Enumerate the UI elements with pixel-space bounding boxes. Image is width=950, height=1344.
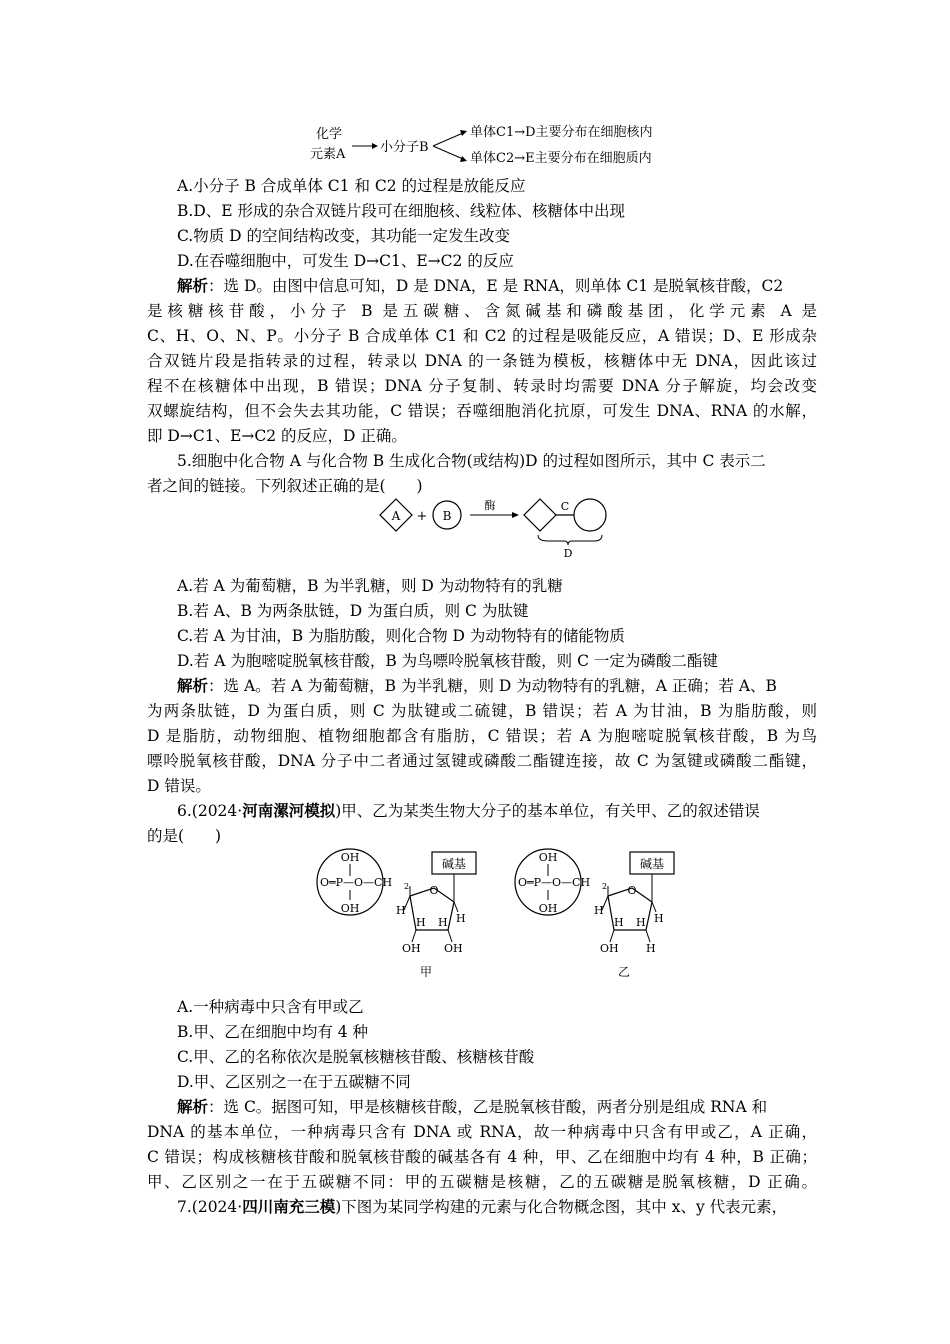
q6-option-d: D.甲、乙区别之一在于五碳糖不同 (177, 1073, 411, 1091)
svg-text:O═P—O—CH: O═P—O—CH (320, 876, 393, 889)
q5-option-d: D.若 A 为胞嘧啶脱氧核苷酸，B 为鸟嘌呤脱氧核苷酸，则 C 一定为磷酸二酯键 (177, 652, 718, 670)
svg-text:H: H (396, 904, 406, 917)
q6-option-b: B.甲、乙在细胞中均有 4 种 (177, 1023, 369, 1041)
svg-text:碱基: 碱基 (639, 857, 665, 871)
fig1-mid-label: 小分子B (380, 140, 429, 155)
q5-analysis-line-3: D 是脂肪，动物细胞、植物细胞都含有脂肪，C 错误；若 A 为胞嘧啶脱氧核苷酸，B 为鸟 (147, 727, 817, 745)
svg-text:OH: OH (402, 942, 421, 955)
q6-analysis-line-1: 解析：选 C。据图可知，甲是核糖核苷酸，乙是脱氧核苷酸，两者分别是组成 RNA 和 (177, 1097, 768, 1116)
q4-option-d: D.在吞噬细胞中，可发生 D→C1、E→C2 的反应 (177, 252, 514, 270)
q6-stem-line-2: 的是( ) (147, 827, 222, 845)
q6-stem-line-1: 6.(2024·河南漯河模拟)甲、乙为某类生物大分子的基本单位，有关甲、乙的叙述错误 (177, 801, 760, 820)
figure-nucleotides (308, 846, 688, 986)
svg-text:O═P—O—CH: O═P—O—CH (518, 876, 591, 889)
fig1-left-label-1: 化学 (316, 127, 343, 142)
q4-analysis-line-3: C、H、O、N、P。小分子 B 合成单体 C1 和 C2 的过程是吸能反应，A 错误；D、E 形成杂 (147, 327, 817, 345)
q6-analysis-label: 解析 (177, 1097, 209, 1116)
q6-analysis-line-3: C 错误；构成核糖核苷酸和脱氧核苷酸的碱基各有 4 种，甲、乙在细胞中均有 4 种，B 正确； (147, 1148, 817, 1166)
q6-option-a: A.一种病毒中只含有甲或乙 (177, 998, 364, 1016)
svg-text:H: H (654, 912, 664, 925)
q6-analysis-line-2: DNA 的基本单位，一种病毒只含有 DNA 或 RNA，故一种病毒中只含有甲或乙，A 正确， (147, 1123, 817, 1141)
svg-text:OH: OH (340, 902, 360, 915)
q5-fig-b: B (442, 509, 452, 523)
svg-text:O: O (627, 884, 637, 897)
svg-text:2: 2 (404, 882, 410, 891)
svg-text:OH: OH (538, 902, 558, 915)
q5-option-b: B.若 A、B 为两条肽链，D 为蛋白质，则 C 为肽键 (177, 602, 529, 620)
q6-source: 河南漯河模拟 (242, 801, 336, 820)
q4-analysis-label: 解析 (177, 276, 209, 295)
q4-analysis-line-2: 是核糖核苷酸，小分子 B 是五碳糖、含氮碱基和磷酸基团，化学元素 A 是 (147, 302, 817, 320)
q7-stem-line-1: 7.(2024·四川南充三模)下图为某同学构建的元素与化合物概念图，其中 x、y 代表元素， (177, 1197, 788, 1216)
svg-text:O: O (429, 884, 439, 897)
q4-option-c: C.物质 D 的空间结构改变，其功能一定发生改变 (177, 227, 511, 245)
svg-text:H: H (456, 912, 466, 925)
nucleotide-left (317, 849, 476, 979)
figure-ab-reaction (378, 497, 618, 559)
figure-element-flow (300, 122, 680, 170)
q5-analysis-line-1: 解析：选 A。若 A 为葡萄糖，B 为半乳糖，则 D 为动物特有的乳糖，A 正确；若 A、B (177, 676, 777, 695)
nucleotide-left-name: 甲 (419, 965, 433, 979)
q5-stem-line-2: 者之间的链接。下列叙述正确的是( ) (147, 477, 423, 495)
q7-source: 四川南充三模 (242, 1197, 336, 1216)
q5-fig-plus: + (416, 509, 428, 524)
svg-text:H: H (594, 904, 604, 917)
svg-text:2: 2 (602, 882, 608, 891)
q5-analysis-line-4: 嘌呤脱氧核苷酸，DNA 分子中二者通过氢键或磷酸二酯键连接，故 C 为氢键或磷酸二酯键， (147, 752, 817, 770)
q4-analysis-line-4: 合双链片段是指转录的过程，转录以 DNA 的一条链为模板，核糖体中无 DNA，因此该过 (147, 352, 817, 370)
q5-analysis-label: 解析 (177, 676, 209, 695)
svg-text:碱基: 碱基 (441, 857, 467, 871)
q5-fig-enzyme: 酶 (484, 499, 496, 512)
q4-analysis-line-1: 解析：选 D。由图中信息可知，D 是 DNA，E 是 RNA，则单体 C1 是脱氧核苷酸，C2 (177, 276, 784, 295)
q5-option-c: C.若 A 为甘油，B 为脂肪酸，则化合物 D 为动物特有的储能物质 (177, 627, 625, 645)
q6-option-c: C.甲、乙的名称依次是脱氧核糖核苷酸、核糖核苷酸 (177, 1048, 535, 1066)
q5-option-a: A.若 A 为葡萄糖，B 为半乳糖，则 D 为动物特有的乳糖 (177, 577, 563, 595)
q5-fig-c: C (560, 500, 570, 513)
q4-analysis-line-6: 双螺旋结构，但不会失去其功能，C 错误；吞噬细胞消化抗原，可发生 DNA、RNA 的水解， (147, 402, 817, 420)
q4-option-a: A.小分子 B 合成单体 C1 和 C2 的过程是放能反应 (177, 177, 526, 195)
q6-analysis-line-4: 甲、乙区别之一在于五碳糖不同：甲的五碳糖是核糖，乙的五碳糖是脱氧核糖，D 正确。 (147, 1173, 817, 1191)
svg-text:OH: OH (444, 942, 463, 955)
svg-text:H: H (438, 916, 448, 929)
svg-text:H: H (614, 916, 624, 929)
fig1-left-label-2: 元素A (310, 147, 346, 162)
fig1-branch-top: 单体C1→D主要分布在细胞核内 (470, 125, 653, 140)
q5-analysis-line-2: 为两条肽链，D 为蛋白质，则 C 为肽键或二硫键，B 错误；若 A 为甘油，B 为脂肪酸，则 (147, 702, 817, 720)
q5-fig-d: D (563, 547, 573, 559)
svg-text:OH: OH (538, 851, 558, 864)
svg-text:OH: OH (340, 851, 360, 864)
nucleotide-right-name: 乙 (617, 965, 631, 979)
q4-analysis-line-5: 程不在核糖体中出现，B 错误；DNA 分子复制、转录时均需要 DNA 分子解旋，均会改变 (147, 377, 817, 395)
nucleotide-right (515, 849, 674, 979)
svg-text:H: H (646, 942, 656, 955)
q4-analysis-line-7: 即 D→C1、E→C2 的反应，D 正确。 (147, 427, 407, 445)
q5-analysis-line-5: D 错误。 (147, 777, 211, 795)
svg-text:H: H (636, 916, 646, 929)
svg-text:H: H (416, 916, 426, 929)
q4-option-b: B.D、E 形成的杂合双链片段可在细胞核、线粒体、核糖体中出现 (177, 202, 625, 220)
q5-fig-a: A (391, 509, 401, 523)
q5-stem-line-1: 5.细胞中化合物 A 与化合物 B 生成化合物(或结构)D 的过程如图所示，其中 C 表示二 (177, 452, 766, 470)
fig1-branch-bottom: 单体C2→E主要分布在细胞质内 (470, 151, 652, 166)
svg-text:OH: OH (600, 942, 619, 955)
